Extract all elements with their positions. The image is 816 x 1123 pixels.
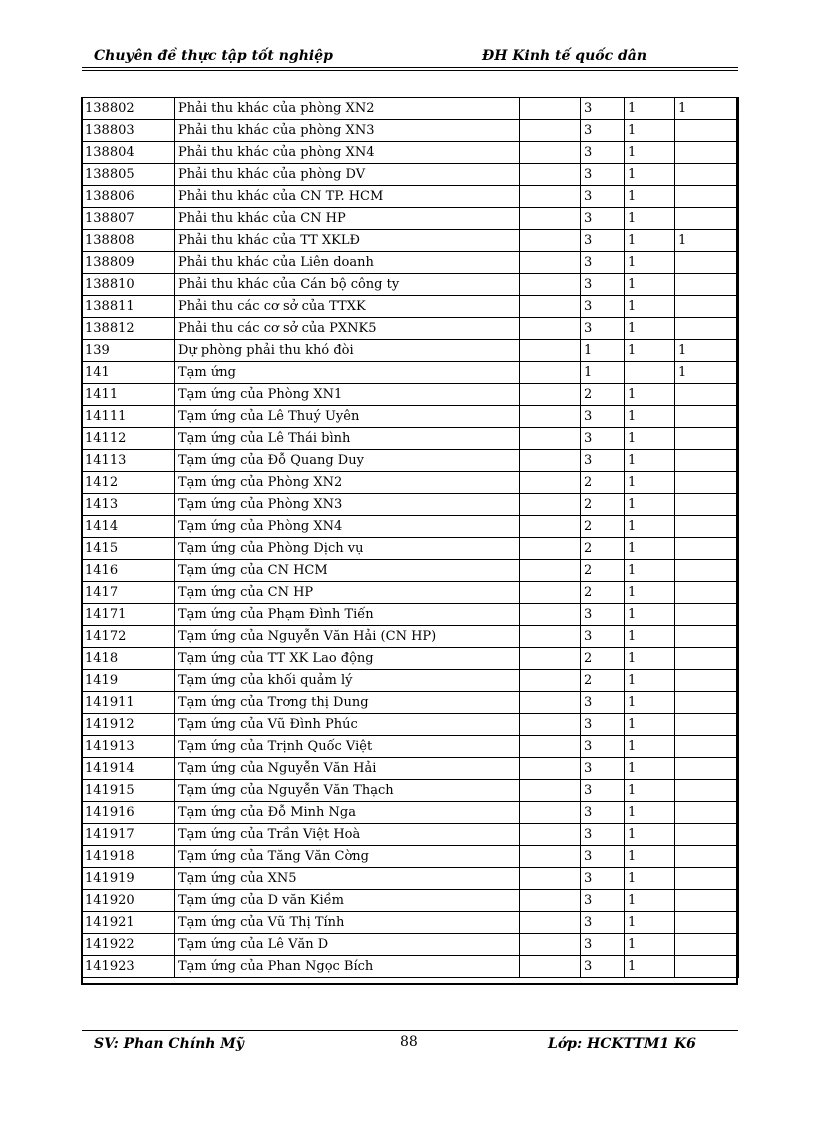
account-name-cell: Tạm ứng của Đỗ Quang Duy (175, 450, 520, 472)
account-name-cell: Tạm ứng của Trịnh Quốc Việt (175, 736, 520, 758)
level-cell: 3 (581, 890, 625, 912)
flag-a-cell: 1 (625, 780, 675, 802)
account-name-cell: Dự phòng phải thu khó đòi (175, 340, 520, 362)
blank-cell (520, 428, 581, 450)
account-name-cell: Tạm ứng của Phòng XN1 (175, 384, 520, 406)
blank-cell (520, 516, 581, 538)
account-name-cell: Phải thu khác của Cán bộ công ty (175, 274, 520, 296)
blank-cell (520, 230, 581, 252)
flag-b-cell (675, 802, 739, 824)
flag-b-cell (675, 142, 739, 164)
account-name-cell: Tạm ứng của Phòng XN3 (175, 494, 520, 516)
blank-cell (520, 318, 581, 340)
flag-b-cell (675, 428, 739, 450)
table-row (82, 384, 739, 406)
flag-a-cell: 1 (625, 824, 675, 846)
flag-a-cell: 1 (625, 186, 675, 208)
account-code-cell: 138810 (82, 274, 175, 296)
flag-a-cell: 1 (625, 736, 675, 758)
level-cell: 3 (581, 230, 625, 252)
blank-cell (520, 758, 581, 780)
table-row (82, 868, 739, 890)
flag-b-cell (675, 516, 739, 538)
account-name-cell: Phải thu khác của CN HP (175, 208, 520, 230)
level-cell: 3 (581, 846, 625, 868)
blank-cell (520, 824, 581, 846)
flag-b-cell (675, 406, 739, 428)
table-row (82, 802, 739, 824)
level-cell: 3 (581, 428, 625, 450)
account-code-cell: 14112 (82, 428, 175, 450)
flag-a-cell: 1 (625, 582, 675, 604)
flag-a-cell: 1 (625, 164, 675, 186)
table-row (82, 912, 739, 934)
account-code-cell: 141915 (82, 780, 175, 802)
flag-b-cell (675, 780, 739, 802)
flag-a-cell: 1 (625, 516, 675, 538)
account-name-cell: Tạm ứng của khối quảm lý (175, 670, 520, 692)
account-name-cell: Tạm ứng của Phòng Dịch vụ (175, 538, 520, 560)
account-code-cell: 138812 (82, 318, 175, 340)
flag-a-cell: 1 (625, 626, 675, 648)
blank-cell (520, 538, 581, 560)
table-row (82, 846, 739, 868)
blank-cell (520, 164, 581, 186)
blank-cell (520, 472, 581, 494)
flag-b-cell (675, 934, 739, 956)
table-row (82, 362, 739, 384)
table-row (82, 714, 739, 736)
flag-b-cell: 1 (675, 230, 739, 252)
flag-a-cell: 1 (625, 230, 675, 252)
flag-a-cell: 1 (625, 450, 675, 472)
flag-a-cell: 1 (625, 648, 675, 670)
account-name-cell: Tạm ứng của Phòng XN2 (175, 472, 520, 494)
blank-cell (520, 956, 581, 978)
flag-a-cell: 1 (625, 274, 675, 296)
account-name-cell: Tạm ứng của Trần Việt Hoà (175, 824, 520, 846)
blank-cell (520, 670, 581, 692)
level-cell: 1 (581, 362, 625, 384)
table-row (82, 780, 739, 802)
table-row (82, 340, 739, 362)
flag-a-cell: 1 (625, 252, 675, 274)
blank-cell (520, 560, 581, 582)
table-row (82, 406, 739, 428)
level-cell: 3 (581, 692, 625, 714)
level-cell: 3 (581, 626, 625, 648)
flag-a-cell: 1 (625, 296, 675, 318)
flag-b-cell (675, 274, 739, 296)
table-row (82, 450, 739, 472)
blank-cell (520, 846, 581, 868)
table-row (82, 428, 739, 450)
account-code-cell: 141918 (82, 846, 175, 868)
flag-b-cell (675, 736, 739, 758)
flag-b-cell (675, 560, 739, 582)
blank-cell (520, 142, 581, 164)
level-cell: 3 (581, 142, 625, 164)
level-cell: 2 (581, 516, 625, 538)
page-footer (82, 1034, 738, 1058)
level-cell: 3 (581, 186, 625, 208)
account-name-cell: Phải thu các cơ sở của TTXK (175, 296, 520, 318)
flag-a-cell: 1 (625, 428, 675, 450)
flag-a-cell: 1 (625, 384, 675, 406)
flag-a-cell: 1 (625, 846, 675, 868)
level-cell: 2 (581, 582, 625, 604)
account-name-cell: Phải thu khác của phòng XN2 (175, 98, 520, 120)
flag-a-cell: 1 (625, 604, 675, 626)
blank-cell (520, 648, 581, 670)
account-name-cell: Tạm ứng của Tăng Văn Cờng (175, 846, 520, 868)
level-cell: 3 (581, 758, 625, 780)
account-code-cell: 141919 (82, 868, 175, 890)
table-row (82, 582, 739, 604)
account-code-cell: 138805 (82, 164, 175, 186)
header-right-title: ĐH Kinh tế quốc dân (482, 48, 648, 64)
account-code-cell: 139 (82, 340, 175, 362)
account-code-cell: 138811 (82, 296, 175, 318)
account-code-cell: 138807 (82, 208, 175, 230)
account-name-cell: Tạm ứng của CN HP (175, 582, 520, 604)
table-row (82, 604, 739, 626)
table-row (82, 824, 739, 846)
table-row (82, 670, 739, 692)
blank-cell (520, 362, 581, 384)
account-name-cell: Tạm ứng của CN HCM (175, 560, 520, 582)
account-code-cell: 1419 (82, 670, 175, 692)
flag-a-cell: 1 (625, 318, 675, 340)
account-code-cell: 141912 (82, 714, 175, 736)
flag-a-cell: 1 (625, 802, 675, 824)
blank-cell (520, 340, 581, 362)
level-cell: 2 (581, 538, 625, 560)
table-row (82, 296, 739, 318)
level-cell: 3 (581, 450, 625, 472)
flag-b-cell: 1 (675, 98, 739, 120)
blank-cell (520, 714, 581, 736)
page-header (82, 46, 738, 66)
blank-cell (520, 450, 581, 472)
flag-a-cell: 1 (625, 208, 675, 230)
account-code-cell: 138806 (82, 186, 175, 208)
flag-b-cell (675, 164, 739, 186)
account-code-cell: 14171 (82, 604, 175, 626)
account-name-cell: Tạm ứng của Lê Thái bình (175, 428, 520, 450)
account-code-cell: 1415 (82, 538, 175, 560)
footer-student: SV: Phan Chính Mỹ (94, 1036, 244, 1052)
account-name-cell: Tạm ứng của Lê Thuý Uyên (175, 406, 520, 428)
blank-cell (520, 208, 581, 230)
page-number: 88 (400, 1034, 418, 1050)
flag-b-cell (675, 670, 739, 692)
account-name-cell: Tạm ứng của Trơng thị Dung (175, 692, 520, 714)
account-code-cell: 141913 (82, 736, 175, 758)
level-cell: 3 (581, 296, 625, 318)
table-row (82, 274, 739, 296)
flag-a-cell: 1 (625, 560, 675, 582)
flag-a-cell (625, 362, 675, 384)
table-row (82, 142, 739, 164)
account-table-body (82, 98, 739, 978)
table-row (82, 538, 739, 560)
account-name-cell: Tạm ứng của TT XK Lao động (175, 648, 520, 670)
level-cell: 2 (581, 384, 625, 406)
account-code-cell: 1414 (82, 516, 175, 538)
blank-cell (520, 890, 581, 912)
level-cell: 2 (581, 648, 625, 670)
account-name-cell: Tạm ứng của D văn Kiềm (175, 890, 520, 912)
blank-cell (520, 274, 581, 296)
flag-b-cell (675, 604, 739, 626)
account-name-cell: Tạm ứng của Vũ Đình Phúc (175, 714, 520, 736)
blank-cell (520, 186, 581, 208)
table-row (82, 692, 739, 714)
flag-a-cell: 1 (625, 340, 675, 362)
flag-b-cell (675, 692, 739, 714)
level-cell: 3 (581, 98, 625, 120)
flag-a-cell: 1 (625, 912, 675, 934)
table-row (82, 736, 739, 758)
footer-rule (82, 1030, 738, 1031)
flag-b-cell (675, 956, 739, 978)
account-code-cell: 1418 (82, 648, 175, 670)
account-code-cell: 141923 (82, 956, 175, 978)
flag-b-cell (675, 384, 739, 406)
table-row (82, 164, 739, 186)
level-cell: 1 (581, 340, 625, 362)
flag-b-cell (675, 120, 739, 142)
flag-b-cell (675, 868, 739, 890)
flag-b-cell (675, 824, 739, 846)
account-name-cell: Tạm ứng của Nguyễn Văn Thạch (175, 780, 520, 802)
header-left-title: Chuyên đề thực tập tốt nghiệp (94, 48, 333, 64)
header-rule-thick (82, 67, 738, 68)
account-code-cell: 14111 (82, 406, 175, 428)
account-code-cell: 14172 (82, 626, 175, 648)
flag-b-cell (675, 208, 739, 230)
table-row (82, 472, 739, 494)
flag-a-cell: 1 (625, 142, 675, 164)
account-name-cell: Tạm ứng của Vũ Thị Tính (175, 912, 520, 934)
level-cell: 2 (581, 494, 625, 516)
table-row (82, 186, 739, 208)
account-code-cell: 141914 (82, 758, 175, 780)
account-name-cell: Tạm ứng (175, 362, 520, 384)
flag-a-cell: 1 (625, 406, 675, 428)
account-code-cell: 138803 (82, 120, 175, 142)
table-row (82, 318, 739, 340)
account-code-cell: 1417 (82, 582, 175, 604)
account-code-cell: 138802 (82, 98, 175, 120)
blank-cell (520, 736, 581, 758)
account-name-cell: Phải thu khác của CN TP. HCM (175, 186, 520, 208)
table-row (82, 956, 739, 978)
flag-a-cell: 1 (625, 868, 675, 890)
flag-a-cell: 1 (625, 956, 675, 978)
account-code-cell: 1416 (82, 560, 175, 582)
level-cell: 3 (581, 868, 625, 890)
table-row (82, 560, 739, 582)
flag-b-cell (675, 758, 739, 780)
level-cell: 3 (581, 956, 625, 978)
flag-a-cell: 1 (625, 890, 675, 912)
blank-cell (520, 296, 581, 318)
account-code-cell: 141917 (82, 824, 175, 846)
flag-b-cell (675, 890, 739, 912)
blank-cell (520, 98, 581, 120)
blank-cell (520, 384, 581, 406)
account-name-cell: Tạm ứng của Lê Văn D (175, 934, 520, 956)
account-code-cell: 141921 (82, 912, 175, 934)
account-name-cell: Phải thu khác của TT XKLĐ (175, 230, 520, 252)
table-row (82, 758, 739, 780)
account-code-cell: 138808 (82, 230, 175, 252)
level-cell: 2 (581, 560, 625, 582)
table-row (82, 648, 739, 670)
flag-b-cell (675, 714, 739, 736)
account-name-cell: Tạm ứng của Nguyễn Văn Hải (175, 758, 520, 780)
table-row (82, 208, 739, 230)
flag-b-cell (675, 582, 739, 604)
blank-cell (520, 912, 581, 934)
account-code-cell: 138809 (82, 252, 175, 274)
account-name-cell: Tạm ứng của Đỗ Minh Nga (175, 802, 520, 824)
flag-a-cell: 1 (625, 472, 675, 494)
level-cell: 3 (581, 120, 625, 142)
level-cell: 3 (581, 604, 625, 626)
blank-cell (520, 120, 581, 142)
flag-a-cell: 1 (625, 934, 675, 956)
flag-b-cell (675, 494, 739, 516)
account-name-cell: Tạm ứng của Phan Ngọc Bích (175, 956, 520, 978)
account-code-cell: 1413 (82, 494, 175, 516)
account-code-cell: 141911 (82, 692, 175, 714)
blank-cell (520, 868, 581, 890)
table-row (82, 934, 739, 956)
blank-cell (520, 934, 581, 956)
level-cell: 3 (581, 714, 625, 736)
flag-b-cell (675, 626, 739, 648)
blank-cell (520, 582, 581, 604)
flag-b-cell: 1 (675, 340, 739, 362)
blank-cell (520, 604, 581, 626)
flag-a-cell: 1 (625, 670, 675, 692)
flag-a-cell: 1 (625, 494, 675, 516)
level-cell: 3 (581, 252, 625, 274)
flag-b-cell (675, 186, 739, 208)
account-name-cell: Phải thu các cơ sở của PXNK5 (175, 318, 520, 340)
account-table (81, 97, 739, 978)
blank-cell (520, 406, 581, 428)
account-code-cell: 14113 (82, 450, 175, 472)
level-cell: 3 (581, 802, 625, 824)
level-cell: 3 (581, 164, 625, 186)
level-cell: 3 (581, 736, 625, 758)
flag-a-cell: 1 (625, 692, 675, 714)
table-row (82, 120, 739, 142)
flag-b-cell (675, 318, 739, 340)
account-name-cell: Tạm ứng của Phòng XN4 (175, 516, 520, 538)
level-cell: 3 (581, 274, 625, 296)
blank-cell (520, 626, 581, 648)
account-code-cell: 141916 (82, 802, 175, 824)
footer-class: Lớp: HCKTTM1 K6 (548, 1036, 696, 1052)
account-name-cell: Tạm ứng của Nguyễn Văn Hải (CN HP) (175, 626, 520, 648)
flag-b-cell (675, 252, 739, 274)
account-code-cell: 1411 (82, 384, 175, 406)
level-cell: 2 (581, 670, 625, 692)
level-cell: 2 (581, 472, 625, 494)
flag-a-cell: 1 (625, 98, 675, 120)
blank-cell (520, 692, 581, 714)
table-row (82, 516, 739, 538)
account-name-cell: Tạm ứng của Phạm Đình Tiến (175, 604, 520, 626)
account-code-cell: 138804 (82, 142, 175, 164)
table-row (82, 98, 739, 120)
level-cell: 3 (581, 208, 625, 230)
flag-b-cell (675, 846, 739, 868)
flag-b-cell (675, 296, 739, 318)
blank-cell (520, 252, 581, 274)
level-cell: 3 (581, 318, 625, 340)
level-cell: 3 (581, 780, 625, 802)
flag-b-cell (675, 538, 739, 560)
account-code-cell: 1412 (82, 472, 175, 494)
level-cell: 3 (581, 934, 625, 956)
level-cell: 3 (581, 406, 625, 428)
blank-cell (520, 494, 581, 516)
flag-b-cell (675, 450, 739, 472)
flag-b-cell: 1 (675, 362, 739, 384)
account-name-cell: Phải thu khác của phòng DV (175, 164, 520, 186)
table-row (82, 230, 739, 252)
account-code-cell: 141 (82, 362, 175, 384)
account-name-cell: Phải thu khác của phòng XN3 (175, 120, 520, 142)
flag-b-cell (675, 912, 739, 934)
account-name-cell: Phải thu khác của phòng XN4 (175, 142, 520, 164)
account-name-cell: Tạm ứng của XN5 (175, 868, 520, 890)
table-row (82, 252, 739, 274)
level-cell: 3 (581, 824, 625, 846)
table-row (82, 890, 739, 912)
flag-b-cell (675, 472, 739, 494)
flag-a-cell: 1 (625, 714, 675, 736)
flag-b-cell (675, 648, 739, 670)
table-row (82, 494, 739, 516)
flag-a-cell: 1 (625, 538, 675, 560)
account-code-cell: 141920 (82, 890, 175, 912)
flag-a-cell: 1 (625, 758, 675, 780)
table-row (82, 626, 739, 648)
blank-cell (520, 802, 581, 824)
blank-cell (520, 780, 581, 802)
flag-a-cell: 1 (625, 120, 675, 142)
header-rule-thin (82, 70, 738, 71)
account-name-cell: Phải thu khác của Liên doanh (175, 252, 520, 274)
level-cell: 3 (581, 912, 625, 934)
account-code-cell: 141922 (82, 934, 175, 956)
